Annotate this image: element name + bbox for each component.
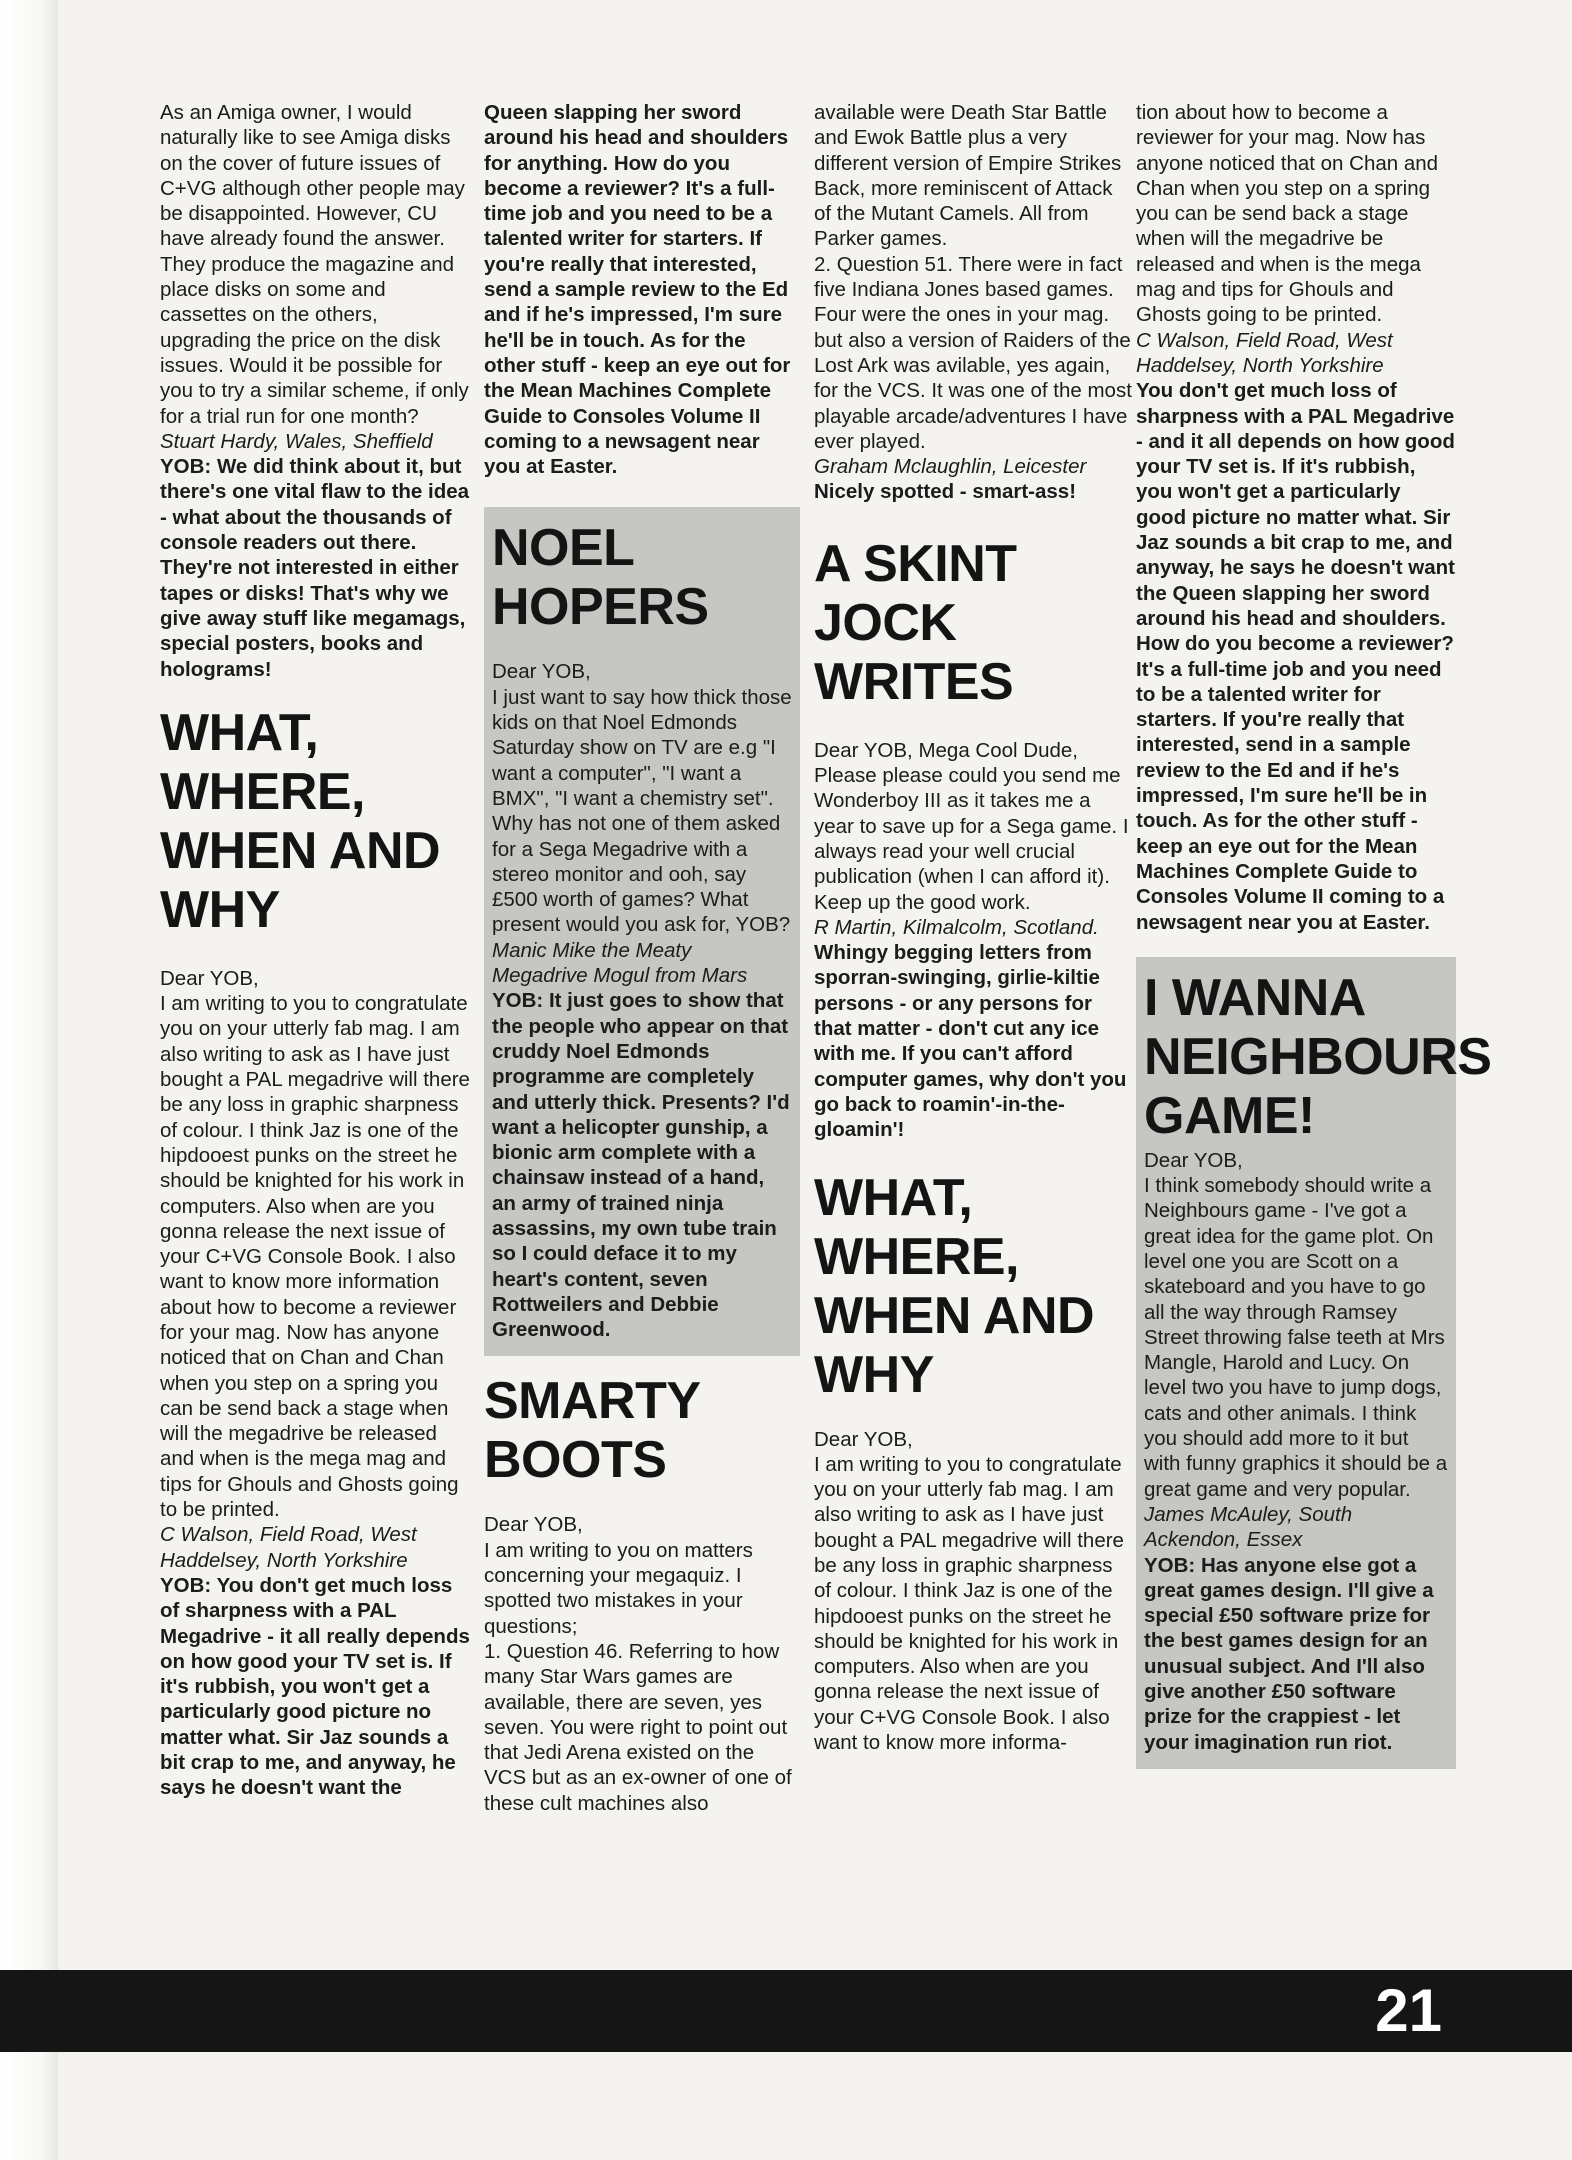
letter-body: I am writing to you on matters concerning your megaquiz. I spotted two mistakes in your questions; xyxy=(484,1538,753,1638)
yob-reply: Whingy begging letters from sporran-swinging, girlie-kiltie persons - or any persons for that matter - don't cut any ice with me. If you can't afford computer games, why don't you go back to roamin'-in-the-gloamin'! xyxy=(814,941,1127,1142)
letter-signature: C Walson, Field Road, West Haddelsey, North Yorkshire xyxy=(1136,328,1393,377)
neighbours-box xyxy=(1136,957,1492,1769)
column-4 xyxy=(1136,100,1492,1769)
letter-greeting: Dear YOB, xyxy=(484,1513,583,1537)
letter-signature: C Walson, Field Road, West Haddelsey, North Yorkshire xyxy=(160,1523,417,1572)
column-2 xyxy=(484,100,800,1816)
letter-body: I am writing to you to congratulate you on your utterly fab mag. I am also writing to ask as I have just bought a PAL megadrive will there be any loss in graphic sharpness of colour. I think Jaz is one of the hipdooest punks on the street he should be knighted for his work in computers. Also when are you gonna release the next issue of your C+VG Console Book. I also want to know more informa- xyxy=(814,1452,1124,1755)
letter-signature: Graham Mclaughlin, Leicester xyxy=(814,455,1087,479)
yob-reply: YOB: You don't get much loss of sharpness with a PAL Megadrive - it all really depends on how good your TV set is. If it's rubbish, you won't get a particularly good picture no matter what. Sir Jaz sounds a bit crap to me, and anyway, he says he doesn't want the xyxy=(160,1573,470,1800)
column-3 xyxy=(814,100,1132,1755)
letter-signature: Manic Mike the Meaty Megadrive Mogul from Mars xyxy=(492,938,748,988)
letter-signature: R Martin, Kilmalcolm, Scotland. xyxy=(814,915,1099,939)
letter-signature: Stuart Hardy, Wales, Sheffield xyxy=(160,429,433,453)
letter-greeting: Dear YOB, xyxy=(492,660,591,684)
letter-greeting: Dear YOB, xyxy=(814,1427,913,1451)
section-heading: I WANNA NEIGHBOURS GAME! xyxy=(1144,968,1492,1145)
yob-reply: YOB: We did think about it, but there's one vital flaw to the idea - what about the thousands of console readers out there. They're not interested in either tapes or disks! That's why we give away stuff like megamags, special posters, books and holograms! xyxy=(160,455,470,681)
page-spine xyxy=(0,0,58,2160)
letter-body: I think somebody should write a Neighbours game - I've got a great idea for the game plot. On level one you are Scott on a skateboard and you have to go all the way through Ramsey Street throwing false teeth at Mrs Mangle, Harold and Lucy. On level two you have to jump dogs, cats and other animals. I think you should add more to it but with funny graphics it should be a great game and very popular. xyxy=(1144,1174,1448,1501)
yob-reply-continued: Queen slapping her sword around his head and shoulders for anything. How do you become a reviewer? It's a full-time job and you need to be a talented writer for starters. If you're really that interested, send a sample review to the Ed and if he's impressed, I'm sure he'll be in touch. As for the other stuff - keep an eye out for the Mean Machines Complete Guide to Consoles Volume II coming to a newsagent near you at Easter. xyxy=(484,101,791,479)
yob-reply: YOB: Has anyone else got a great games design. I'll give a special £50 software prize for the best games design for an unusual subject. And I'll also give another £50 software prize for the crappiest - let your imagination run riot. xyxy=(1144,1553,1434,1754)
section-heading: SMARTY BOOTS xyxy=(484,1372,700,1490)
column-1 xyxy=(160,100,470,1801)
section-heading: NOEL HOPERS xyxy=(492,519,709,637)
letter-greeting: Dear YOB, xyxy=(160,966,259,990)
yob-reply: You don't get much loss of sharpness with a PAL Megadrive - and it all depends on how good your TV set is. If it's rubbish, you won't get a particularly good picture no matter what. Sir Jaz sounds a bit crap to me, and anyway, he says he doesn't want the Queen slapping her sword around his head and shoulders. How do you become a reviewer? It's a full-time job and you need to be a talented writer for starters. If you're really that interested, send in a sample review to the Ed and if he's impressed, I'm sure he'll be in touch. As for the other stuff - keep an eye out for the Mean Machines Complete Guide to Consoles Volume II coming to a newsagent near you at Easter. xyxy=(1136,379,1455,934)
noel-hopers-box xyxy=(484,507,800,1356)
section-heading: WHAT, WHERE, WHEN AND WHY xyxy=(814,1168,1095,1404)
letter-body: 1. Question 46. Referring to how many Star Wars games are available, there are seven, yes seven. You were right to point out that Jedi Arena existed on the VCS but as an ex-owner of one of these cult machines also xyxy=(484,1639,792,1815)
page-number: 21 xyxy=(1375,1977,1442,2044)
letter-signature: James McAuley, South Ackendon, Essex xyxy=(1144,1502,1353,1552)
letter-greeting: Dear YOB, xyxy=(1144,1148,1243,1172)
letter-body: I just want to say how thick those kids on that Noel Edmonds Saturday show on TV are e.g "I want a computer", "I want a BMX", "I want a chemistry set". Why has not one of them asked for a Sega Megadrive with a stereo monitor and ooh, say £500 worth of games? What present would you ask for, YOB? xyxy=(492,685,792,937)
letter-body: I am writing to you to congratulate you on your utterly fab mag. I am also writing to ask as I have just bought a PAL megadrive will there be any loss in graphic sharpness of colour. I think Jaz is one of the hipdooest punks on the street he should be knighted for his work in computers. Also when are you gonna release the next issue of your C+VG Console Book. I also want to know more information about how to become a reviewer for your mag. Now has anyone noticed that on Chan and Chan when you step on a spring you can be send back a stage when will the megadrive be released and when is the mega mag and tips for Ghouls and Ghosts going to be printed. xyxy=(160,992,470,1522)
footer-bar xyxy=(0,1970,1572,2052)
letter-body: Dear YOB, Mega Cool Dude, Please please could you send me Wonderboy III as it takes me a year to save up for a Sega game. I always read your well crucial publication (when I can afford it). Keep up the good work. xyxy=(814,738,1129,914)
letter-body: 2. Question 51. There were in fact five Indiana Jones based games. Four were the ones in your mag. but also a version of Raiders of the Lost Ark was avilable, yes again, for the VCS. It was one of the most playable arcade/adventures I have ever played. xyxy=(814,252,1132,453)
letter-body: As an Amiga owner, I would naturally like to see Amiga disks on the cover of future issues of C+VG although other people may be disappointed. However, CU have already found the answer. They produce the magazine and place disks on some and cassettes on the others, upgrading the price on the disk issues. Would it be possible for you to try a similar scheme, if only for a trial run for one month? xyxy=(160,101,469,428)
letter-body: available were Death Star Battle and Ewok Battle plus a very different version of Empire Strikes Back, more reminiscent of Attack of the Mutant Camels. All from Parker games. xyxy=(814,101,1122,251)
section-heading: A SKINT JOCK WRITES xyxy=(814,534,1017,711)
yob-reply: YOB: It just goes to show that the people who appear on that cruddy Noel Edmonds programme are completely and utterly thick. Presents? I'd want a helicopter gunship, a bionic arm complete with a chainsaw instead of a hand, an army of trained ninja assassins, my own tube train so I could deface it to my heart's content, seven Rottweilers and Debbie Greenwood. xyxy=(492,989,790,1342)
letter-body: tion about how to become a reviewer for your mag. Now has anyone noticed that on Chan and Chan when you step on a spring you can be send back a stage when will the megadrive be released and when is the mega mag and tips for Ghouls and Ghosts going to be printed. xyxy=(1136,101,1439,327)
section-heading: WHAT, WHERE, WHEN AND WHY xyxy=(160,703,441,939)
yob-reply: Nicely spotted - smart-ass! xyxy=(814,480,1077,504)
